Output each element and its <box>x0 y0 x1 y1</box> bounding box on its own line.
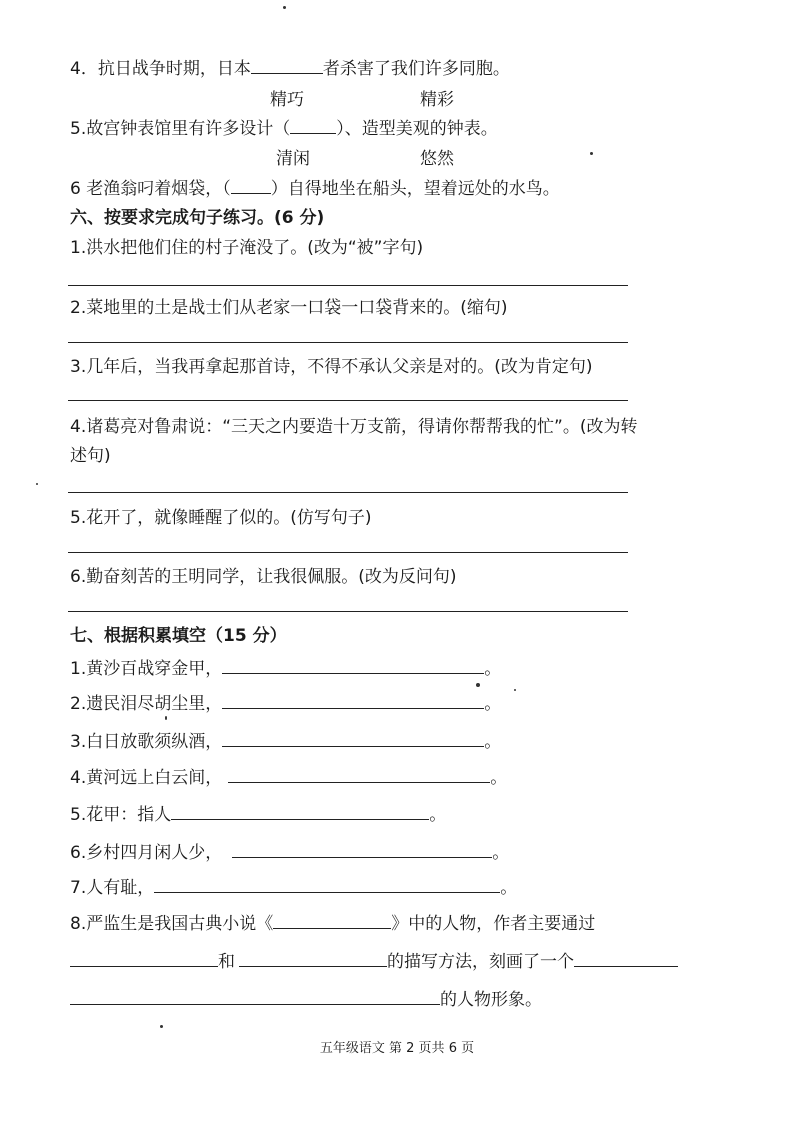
s7-q8-blank-figure[interactable] <box>70 988 440 1005</box>
question-4 <box>70 57 510 81</box>
s7-item-4-suffix: 。 <box>490 768 508 788</box>
scan-speck <box>36 483 38 485</box>
page-footer: 五年级语文 第 2 页共 6 页 <box>319 1041 475 1056</box>
s6-answer-line-2[interactable] <box>68 342 628 343</box>
s7-q8-text-e: 的人物形象。 <box>440 990 542 1010</box>
s7-q8-text-a: 8.严监生是我国古典小说《 <box>70 914 274 934</box>
scan-speck <box>514 689 516 691</box>
s7-blank-4[interactable] <box>228 766 490 783</box>
s7-item-1-prefix: 1.黄沙百战穿金甲， <box>70 659 223 679</box>
s7-item-3-suffix: 。 <box>484 732 502 752</box>
s7-item-2-suffix: 。 <box>484 694 502 714</box>
q6-option-1: 清闲 <box>276 149 310 169</box>
s7-item-2 <box>70 692 501 716</box>
section-6-heading: 六、按要求完成句子练习。(6 分) <box>70 208 325 228</box>
s7-q8-blank-method-1[interactable] <box>70 950 218 967</box>
scan-speck <box>476 683 480 687</box>
s7-item-3-prefix: 3.白日放歌须纵酒， <box>70 732 223 752</box>
s7-q8-blank-book[interactable] <box>273 912 391 929</box>
s7-q8-text-d: 的描写方法，刻画了一个 <box>387 952 574 972</box>
q5-option-2: 精彩 <box>420 90 454 110</box>
s7-blank-6[interactable] <box>232 841 492 858</box>
scan-speck <box>165 716 167 720</box>
s7-q8-line-3 <box>70 988 542 1012</box>
s7-item-6 <box>70 841 509 865</box>
s6-item-4-cont: 述句) <box>70 446 111 466</box>
s7-item-4-prefix: 4.黄河远上白云间， <box>70 768 223 788</box>
s7-q8-line-2 <box>70 950 678 974</box>
q5-option-1: 精巧 <box>270 90 304 110</box>
s7-item-7-suffix: 。 <box>500 878 518 898</box>
s7-q8-text-b: 》中的人物，作者主要通过 <box>391 914 596 934</box>
question-6 <box>70 177 560 201</box>
q6-text-a: 6 老渔翁叼着烟袋，（ <box>70 179 231 199</box>
s7-blank-3[interactable] <box>222 730 484 747</box>
q5-blank[interactable] <box>290 117 336 134</box>
s6-answer-line-4[interactable] <box>68 492 628 493</box>
s7-item-5-prefix: 5.花甲：指人 <box>70 805 172 825</box>
q4-text-b: 者杀害了我们许多同胞。 <box>322 59 510 79</box>
s6-item-5: 5.花开了，就像睡醒了似的。(仿写句子) <box>70 508 372 528</box>
s6-answer-line-6[interactable] <box>68 611 628 612</box>
s7-blank-1[interactable] <box>222 657 484 674</box>
s7-item-1 <box>70 657 501 681</box>
q4-blank[interactable] <box>251 57 323 74</box>
s7-blank-5[interactable] <box>171 803 429 820</box>
s7-item-4 <box>70 766 507 790</box>
s6-item-1: 1.洪水把他们住的村子淹没了。(改为“被”字句) <box>70 238 424 258</box>
q6-blank[interactable] <box>231 177 271 194</box>
s7-item-7-prefix: 7.人有耻， <box>70 878 155 898</box>
s7-blank-7[interactable] <box>154 876 500 893</box>
s6-item-2: 2.菜地里的土是战士们从老家一口袋一口袋背来的。(缩句) <box>70 298 508 318</box>
s7-item-2-prefix: 2.遗民泪尽胡尘里， <box>70 694 223 714</box>
s7-blank-2[interactable] <box>222 692 484 709</box>
scan-speck <box>160 1025 163 1028</box>
s6-item-3: 3.几年后，当我再拿起那首诗，不得不承认父亲是对的。(改为肯定句) <box>70 357 593 377</box>
s7-item-7 <box>70 876 517 900</box>
q5-text-b: ）、造型美观的钟表。 <box>336 119 498 139</box>
s7-item-1-suffix: 。 <box>484 659 502 679</box>
s7-q8-line-1 <box>70 912 595 936</box>
s7-item-5-suffix: 。 <box>429 805 447 825</box>
s7-item-6-prefix: 6.乡村四月闲人少， <box>70 843 223 863</box>
q5-text-a: 5.故宫钟表馆里有许多设计（ <box>70 119 291 139</box>
scan-speck <box>283 6 286 9</box>
s7-q8-text-c: 和 <box>218 952 235 972</box>
s6-answer-line-1[interactable] <box>68 285 628 286</box>
s6-answer-line-5[interactable] <box>68 552 628 553</box>
section-7-heading: 七、根据积累填空（15 分） <box>70 626 287 646</box>
s7-item-5 <box>70 803 446 827</box>
question-5 <box>70 117 498 141</box>
q4-text-a: 4．抗日战争时期，日本 <box>70 59 251 79</box>
s7-item-6-suffix: 。 <box>492 843 510 863</box>
q6-option-2: 悠然 <box>420 149 454 169</box>
s6-item-6: 6.勤奋刻苦的王明同学，让我很佩服。(改为反问句) <box>70 567 457 587</box>
s7-q8-blank-trait[interactable] <box>574 950 678 967</box>
s6-item-4: 4.诸葛亮对鲁肃说：“三天之内要造十万支箭，得请你帮帮我的忙”。(改为转 <box>70 417 638 437</box>
s7-item-3 <box>70 730 501 754</box>
scan-speck <box>590 152 593 155</box>
s6-answer-line-3[interactable] <box>68 400 628 401</box>
q6-text-b: ）自得地坐在船头，望着远处的水鸟。 <box>270 179 560 199</box>
s7-q8-blank-method-2[interactable] <box>239 950 387 967</box>
